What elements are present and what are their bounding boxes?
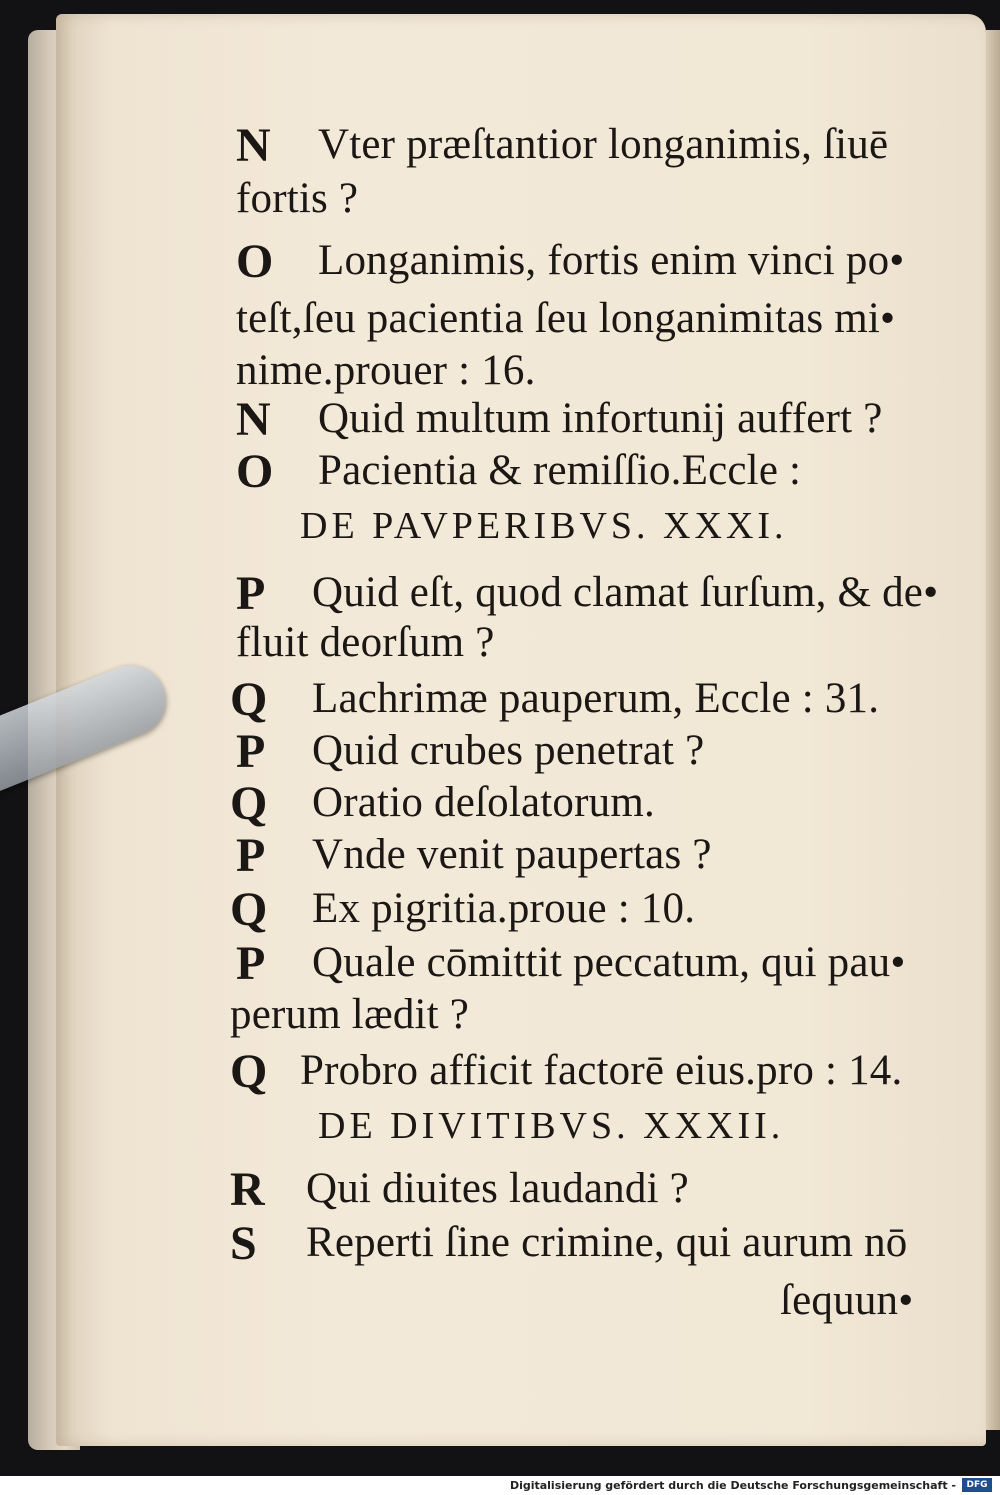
text-line: nime.prouer : 16. bbox=[236, 347, 536, 394]
section-heading: DE PAVPERIBVS. XXXI. bbox=[300, 505, 788, 547]
text-line: Probro afficit factorē eius.pro : 14. bbox=[300, 1047, 903, 1094]
text-line: Longanimis, fortis enim vinci po• bbox=[318, 237, 905, 284]
text-line: perum lædit ? bbox=[230, 991, 470, 1038]
text-line: Reperti ſine crimine, qui aurum nō bbox=[306, 1219, 908, 1266]
entry-letter: Q bbox=[230, 777, 268, 830]
text-line: Vnde venit paupertas ? bbox=[312, 831, 712, 878]
entry-letter: N bbox=[236, 393, 271, 446]
text-line: Vter præſtantior longanimis, ſiuē bbox=[318, 121, 889, 168]
text-line: Ex pigritia.proue : 10. bbox=[312, 885, 696, 932]
section-heading: DE DIVITIBVS. XXXII. bbox=[318, 1105, 785, 1147]
entry-letter: O bbox=[236, 445, 274, 498]
text-line: Quale cōmittit peccatum, qui pau• bbox=[312, 939, 906, 986]
text-line: Qui diuites laudandi ? bbox=[306, 1165, 689, 1212]
entry-letter: P bbox=[236, 829, 266, 882]
entry-letter: S bbox=[230, 1217, 257, 1270]
text-line: Pacientia & remiſſio.Eccle : bbox=[318, 447, 802, 494]
entry-letter: P bbox=[236, 567, 266, 620]
entry-letter: N bbox=[236, 119, 271, 172]
entry-letter: P bbox=[236, 725, 266, 778]
text-line: Quid crubes penetrat ? bbox=[312, 727, 705, 774]
entry-letter: P bbox=[236, 937, 266, 990]
footer-credit: Digitalisierung gefördert durch die Deutsche Forschungsgemeinschaft - bbox=[509, 1479, 956, 1492]
dfg-logo: DFG bbox=[962, 1478, 992, 1492]
catchword: ſequun• bbox=[780, 1277, 914, 1324]
entry-letter: Q bbox=[230, 883, 268, 936]
text-line: Quid multum infortunij auffert ? bbox=[318, 395, 883, 442]
entry-letter: Q bbox=[230, 673, 268, 726]
entry-letter: Q bbox=[230, 1045, 268, 1098]
text-line: Lachrimæ pauperum, Eccle : 31. bbox=[312, 675, 880, 722]
text-line: fortis ? bbox=[236, 175, 359, 222]
text-line: Quid eſt, quod clamat ſurſum, & de• bbox=[312, 569, 939, 616]
entry-letter: O bbox=[236, 235, 274, 288]
entry-letter: R bbox=[230, 1163, 265, 1216]
text-line: fluit deorſum ? bbox=[236, 619, 495, 666]
footer-bar bbox=[0, 1476, 1000, 1495]
text-line: Oratio deſolatorum. bbox=[312, 779, 655, 826]
text-line: teſt,ſeu pacientia ſeu longanimitas mi• bbox=[236, 295, 896, 342]
